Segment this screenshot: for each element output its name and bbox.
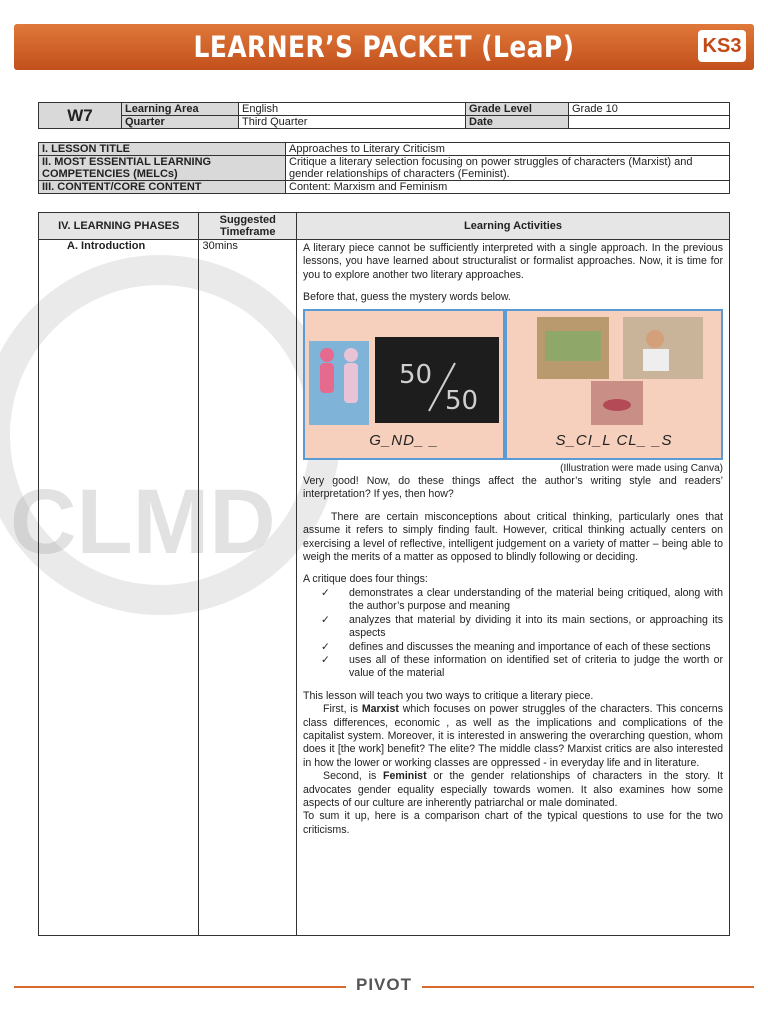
critique-intro: A critique does four things: bbox=[303, 573, 428, 586]
phase-introduction: A. Introduction bbox=[39, 240, 199, 936]
image-credit: (Illustration were made using Canva) bbox=[560, 462, 723, 474]
melc-value: Critique a literary selection focusing on power struggles of characters (Marxist) and gender relationships of characters (Feminist). bbox=[286, 156, 730, 181]
timeframe-value: 30mins bbox=[199, 240, 297, 936]
info-table bbox=[38, 102, 730, 129]
col-phases: IV. LEARNING PHASES bbox=[39, 213, 199, 240]
melc-label: II. MOST ESSENTIAL LEARNING COMPETENCIES (MELCs) bbox=[39, 156, 286, 181]
mystery-word-gender: G_ND_ _ bbox=[369, 432, 439, 450]
learning-area-label: Learning Area bbox=[122, 103, 239, 116]
summary-paragraph: To sum it up, here is a comparison chart of the typical questions to use for the two criticisms. bbox=[303, 810, 723, 836]
critical-thinking-paragraph: There are certain misconceptions about critical thinking, particularly ones that assume it refers to simply finding fault. However, critical thinking actually centers on exercising a level of reflective, intelligent judgement on a variety of matter – being able to weigh the merits of a matter as opposed to blindly following or deciding. bbox=[303, 510, 723, 564]
learning-area-value: English bbox=[239, 103, 466, 116]
header-banner bbox=[14, 24, 754, 70]
feminist-term: Feminist bbox=[383, 770, 427, 783]
checklist-item: ✓ defines and discusses the meaning and importance of each of these sections bbox=[321, 641, 723, 654]
lesson-overview: This lesson will teach you two ways to critique a literary piece. bbox=[303, 689, 594, 702]
page-title: LEARNER’S PACKET (LeaP) bbox=[193, 30, 575, 64]
reflection-question: Very good! Now, do these things affect the author’s writing style and readers’ interpretation? If yes, then how? bbox=[303, 475, 723, 501]
gender-illustration bbox=[305, 333, 503, 433]
social-class-image-box bbox=[505, 309, 723, 460]
checklist-item: ✓ uses all of these information on identified set of criteria to judge the worth or value of the material bbox=[321, 654, 723, 681]
lesson-title-label: I. LESSON TITLE bbox=[39, 143, 286, 156]
col-activities: Learning Activities bbox=[297, 213, 730, 240]
svg-text:50: 50 bbox=[445, 385, 479, 416]
col-timeframe: Suggested Timeframe bbox=[199, 213, 297, 240]
social-class-illustration bbox=[507, 315, 721, 425]
date-value bbox=[569, 116, 730, 129]
grade-level-label: Grade Level bbox=[466, 103, 569, 116]
content-value: Content: Marxism and Feminism bbox=[286, 181, 730, 194]
date-label: Date bbox=[466, 116, 569, 129]
feminist-paragraph: Second, is Feminist or the gender relationships of characters in the story. It advocates gender equality especially towards women. It also examines how some aspects of our culture are inherently patriarchal or male dominated. bbox=[303, 770, 723, 809]
activities-cell bbox=[297, 240, 730, 936]
marxist-paragraph: First, is Marxist which focuses on power struggles of the characters. This concerns class differences, economic , as well as the implications and complications of the capitalist system. Moreover, it is interested in answering the overarching question, whom does it [the work] benefit? The elite? The middle class? Marxist critics are also interested in how the lower or working classes are oppressed - in everyday life and in literature. bbox=[303, 703, 723, 769]
checklist-item: ✓ analyzes that material by dividing it into its main sections, or approaching its aspects bbox=[321, 614, 723, 641]
mystery-images bbox=[303, 309, 723, 460]
week-label: W7 bbox=[39, 103, 122, 129]
mystery-instruction: Before that, guess the mystery words below. bbox=[303, 291, 511, 304]
ks-badge: KS3 bbox=[698, 30, 746, 62]
checklist-item: ✓ demonstrates a clear understanding of the material being critiqued, along with the author’s purpose and meaning bbox=[321, 587, 723, 614]
learning-phases-table bbox=[38, 212, 730, 936]
quarter-label: Quarter bbox=[122, 116, 239, 129]
critique-checklist bbox=[303, 587, 723, 681]
content-label: III. CONTENT/CORE CONTENT bbox=[39, 181, 286, 194]
grade-level-value: Grade 10 bbox=[569, 103, 730, 116]
lesson-table bbox=[38, 142, 730, 194]
quarter-value: Third Quarter bbox=[239, 116, 466, 129]
watermark-text: CLMD bbox=[10, 471, 276, 573]
gender-image-box bbox=[303, 309, 505, 460]
mystery-word-social-class: S_CI_L CL_ _S bbox=[555, 432, 673, 450]
pivot-logo: PIVOT bbox=[0, 975, 768, 995]
marxist-term: Marxist bbox=[361, 703, 399, 716]
svg-text:50: 50 bbox=[399, 359, 433, 390]
lesson-title-value: Approaches to Literary Criticism bbox=[286, 143, 730, 156]
intro-paragraph: A literary piece cannot be sufficiently interpreted with a single approach. In the previous lessons, you have learned about structuralist or formalist approaches. Now, it is time for you to explore another two literary approaches. bbox=[303, 242, 723, 281]
